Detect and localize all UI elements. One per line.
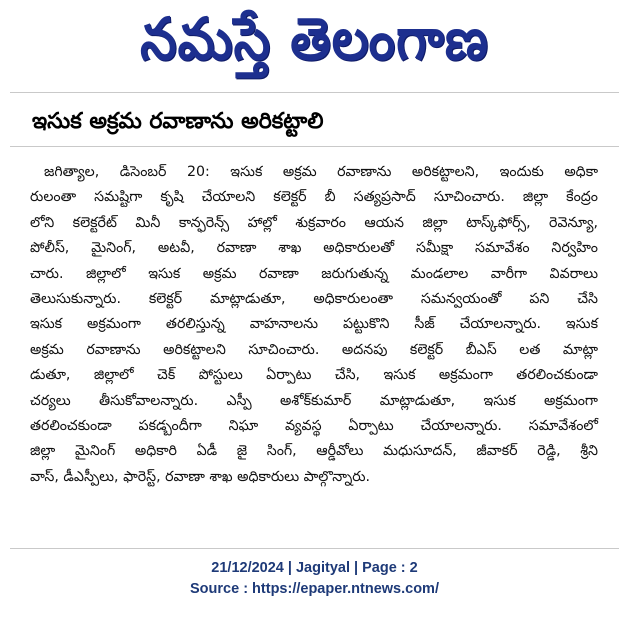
article-body <box>30 160 598 542</box>
article-line: జగిత్యాల, డిసెంబర్ 20: ఇసుక అక్రమ రవాణాను అరికట్టాలని, ఇందుకు అధికా <box>44 164 598 180</box>
article-line: లోని కలెక్టరేట్ మినీ కాన్ఫరెన్స్ హాల్లో శుక్రవారం ఆయన జిల్లా టాస్క్‌ఫోర్స్, రెవెన్యూ, <box>30 214 598 231</box>
footer-divider <box>10 548 619 549</box>
article-line: తరలించకుండా పకడ్బందీగా నిఘా వ్యవస్థ ఏర్పాటు చేయాలన్నారు. సమావేశంలో <box>30 417 598 434</box>
masthead <box>0 0 629 85</box>
masthead-logo: నమస్తే తెలంగాణ <box>140 6 489 74</box>
article-headline: ఇసుక అక్రమ రవాణాను అరికట్టాలి <box>32 109 324 134</box>
masthead-divider <box>10 92 619 93</box>
article-line: డుతూ, జిల్లాలో చెక్ పోస్టులు ఏర్పాటు చేసి, ఇసుక అక్రమంగా తరలించకుండా <box>30 367 598 384</box>
article-line: చర్యలు తీసుకోవాలన్నారు. ఎస్పీ అశోక్‌కుమార్ మాట్లాడుతూ, ఇసుక అక్రమంగా <box>30 392 598 409</box>
footer <box>0 558 629 600</box>
article-line: వాస్, డీఎస్పీలు, ఫారెస్ట్, రవాణా శాఖ అధికారులు పాల్గొన్నారు. <box>30 468 371 485</box>
article-line: జిల్లా మైనింగ్ అధికారి ఏడీ జై సింగ్, ఆర్డీవోలు మధుసూదన్, జీవాకర్ రెడ్డి, శ్రీని <box>30 443 598 460</box>
article-line: రులంతా సమష్టిగా కృషి చేయాలని కలెక్టర్ బీ సత్యప్రసాద్ సూచించారు. జిల్లా కేంద్రం <box>30 189 598 206</box>
article-line: అక్రమ రవాణాను అరికట్టాలని సూచించారు. అదనపు కలెక్టర్ బీఎస్ లత మాట్లా <box>30 341 598 358</box>
source-link[interactable]: Source : https://epaper.ntnews.com/ <box>190 581 439 597</box>
article-line: తెలుసుకున్నారు. కలెక్టర్ మాట్లాడుతూ, అధికారులంతా సమన్వయంతో పని చేసి <box>30 290 598 307</box>
article-line: చారు. జిల్లాలో ఇసుక అక్రమ రవాణా జరుగుతున్న మండలాల వారీగా వివరాలు <box>30 265 598 282</box>
article-line: పోలీస్, మైనింగ్, అటవీ, రవాణా శాఖ అధికారులతో సమీక్షా సమావేశం నిర్వహిం <box>30 240 598 257</box>
headline-divider <box>10 146 619 147</box>
article-line: ఇసుక అక్రమంగా తరలిస్తున్న వాహనాలను పట్టుకొని సీజ్ చేయాలన్నారు. ఇసుక <box>30 316 598 333</box>
publication-meta: 21/12/2024 | Jagityal | Page : 2 <box>211 560 418 576</box>
